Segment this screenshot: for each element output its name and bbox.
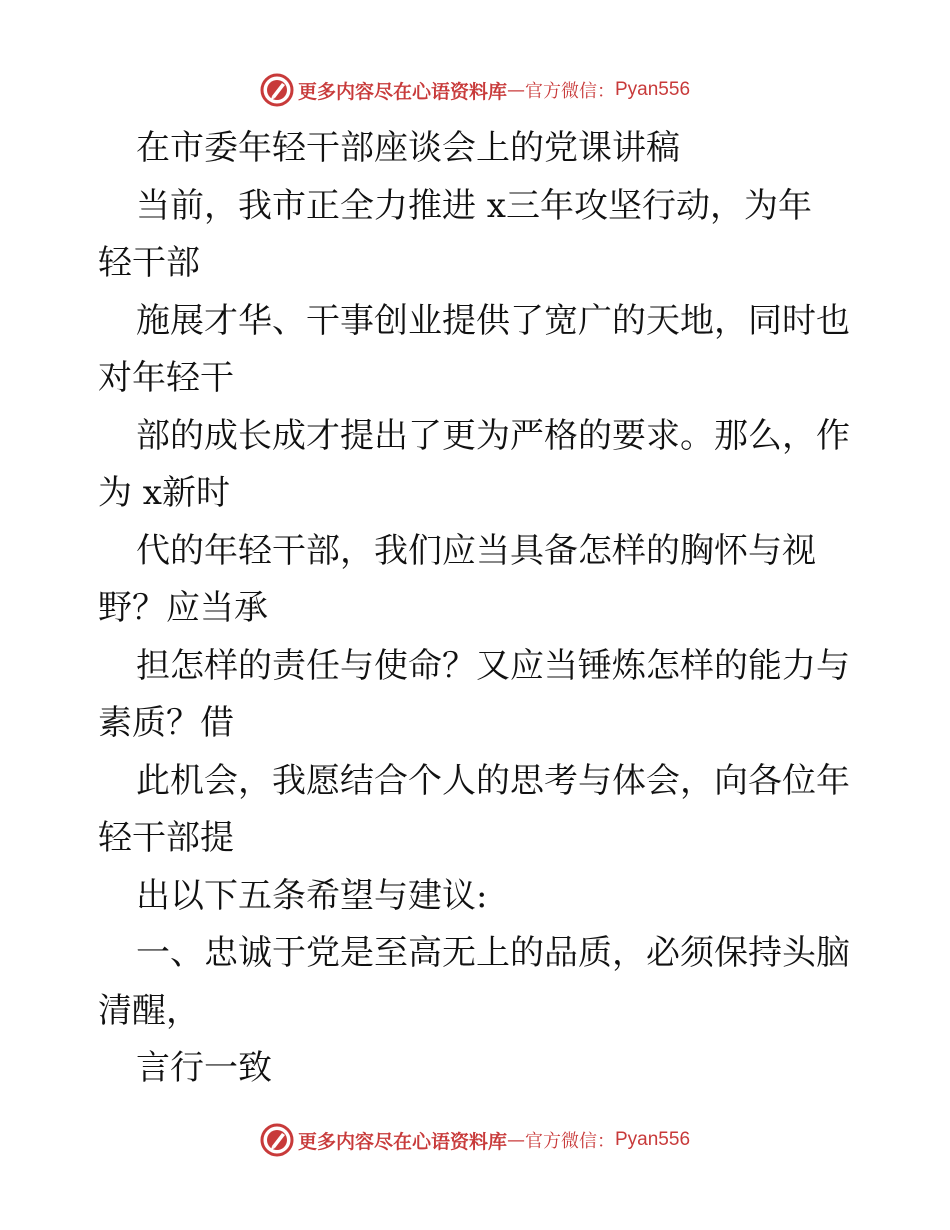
banner-site-text: 更多内容尽在心语资料库: [297, 1130, 507, 1153]
banner-dash: —: [507, 1129, 525, 1151]
text-line: 部的成长成才提出了更为严格的要求。那么，作: [136, 415, 850, 456]
banner-wechat-id: Pyan556: [615, 1129, 691, 1150]
text-line: 代的年轻干部，我们应当具备怎样的胸怀与视: [136, 530, 816, 571]
banner-site-text: 更多内容尽在心语资料库: [297, 80, 507, 103]
text-line: 此机会，我愿结合个人的思考与体会，向各位年: [136, 760, 850, 801]
header-banner: [0, 70, 950, 110]
text-line: 野？应当承: [98, 588, 268, 628]
pen-logo-icon: [260, 1123, 294, 1157]
pen-logo-icon: [260, 73, 294, 107]
text-line: 对年轻干: [98, 358, 234, 398]
text-line: 当前，我市正全力推进 x三年攻坚行动，为年: [136, 185, 812, 226]
footer-banner: [0, 1120, 950, 1160]
banner-wechat-label: 官方微信：: [525, 1131, 615, 1152]
text-line: 轻干部提: [98, 818, 234, 858]
text-line: 施展才华、干事创业提供了宽广的天地，同时也: [136, 300, 850, 341]
text-line: 轻干部: [98, 243, 200, 283]
text-line: 素质？借: [98, 703, 234, 743]
text-line: 一、忠诚于党是至高无上的品质，必须保持头脑: [136, 933, 850, 973]
banner-wechat-label: 官方微信：: [525, 81, 615, 102]
banner-dash: —: [507, 79, 525, 101]
text-line: 清醒，: [98, 990, 200, 1031]
text-line: 言行一致: [136, 1048, 272, 1088]
text-line: 担怎样的责任与使命？又应当锤炼怎样的能力与: [136, 645, 850, 686]
banner-wechat-id: Pyan556: [615, 79, 691, 100]
text-line: 为 x新时: [98, 473, 230, 513]
text-line: 在市委年轻干部座谈会上的党课讲稿: [136, 128, 680, 168]
document-body: [98, 120, 858, 1098]
text-line: 出以下五条希望与建议:: [136, 875, 488, 916]
